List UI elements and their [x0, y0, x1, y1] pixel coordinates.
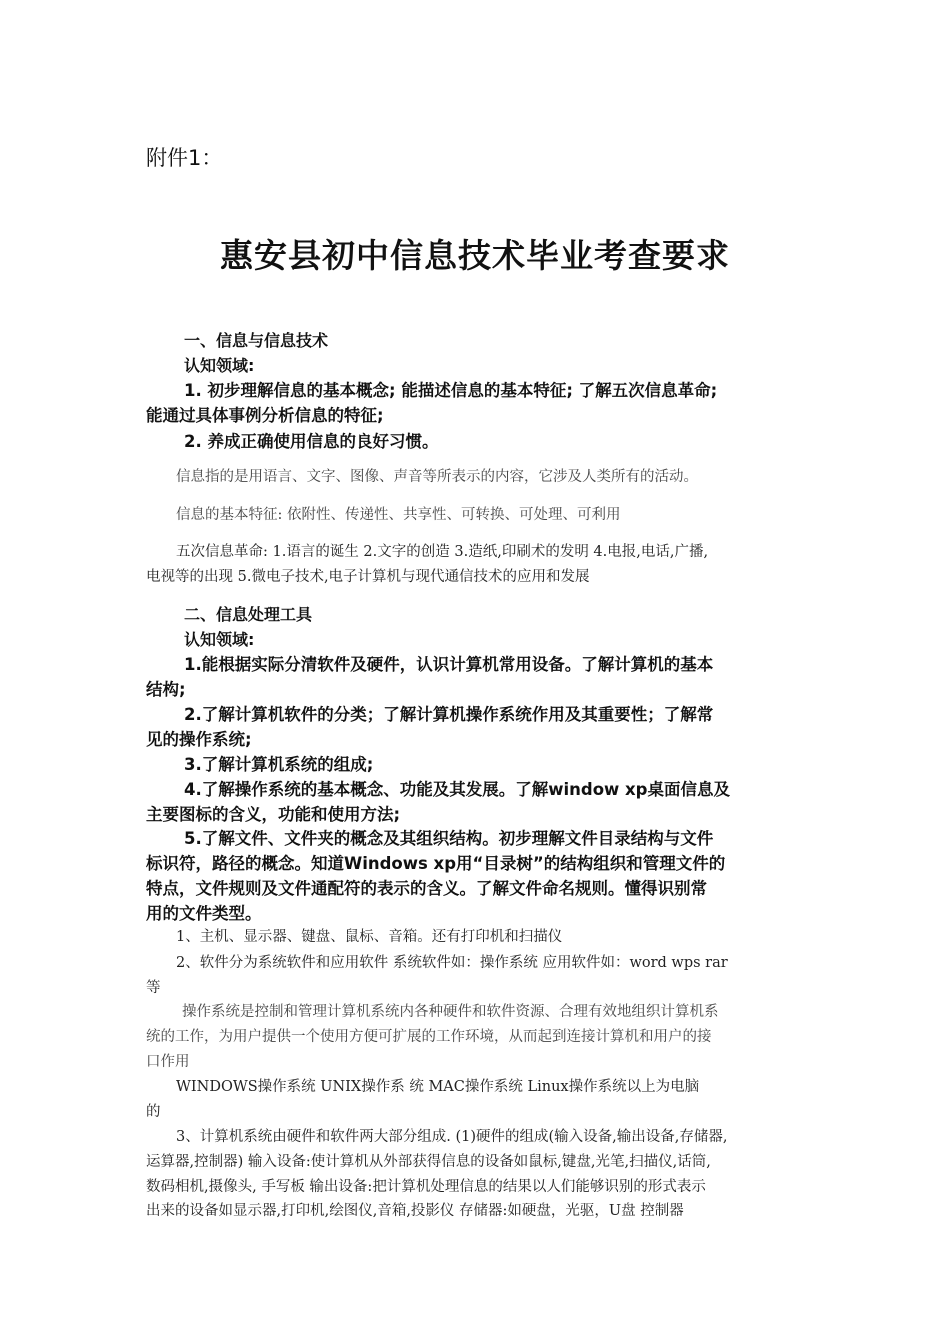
note-system: 3、计算机系统由硬件和软件两大部分组成. (1)硬件的组成(输入设备,输出设备,存储器, — [176, 1129, 728, 1145]
section2-item5: 5.了解文件、文件夹的概念及其组织结构。初步理解文件目录结构与文件 — [184, 829, 714, 848]
info-revolutions: 五次信息革命: 1.语言的诞生 2.文字的创造 3.造纸,印刷术的发明 4.电报,电话,广播, — [176, 544, 709, 560]
note-system-cont1: 运算器,控制器) 输入设备:使计算机从外部获得信息的设备如鼠标,键盘,光笔,扫描仪,话筒, — [146, 1154, 711, 1170]
section2-item5-cont3: 用的文件类型。 — [146, 904, 262, 923]
info-definition: 信息指的是用语言、文字、图像、声音等所表示的内容，它涉及人类所有的活动。 — [176, 469, 698, 485]
note-software-cont: 等 — [146, 980, 161, 996]
os-list: WINDOWS操作系统 UNIX操作系 统 MAC操作系统 Linux操作系统以上为电脑 — [176, 1079, 700, 1095]
os-definition: 操作系统是控制和管理计算机系统内各种硬件和软件资源、合理有效地组织计算机系 — [182, 1004, 719, 1020]
section2-item3: 3.了解计算机系统的组成; — [184, 755, 374, 774]
section2-heading: 二、信息处理工具 — [184, 605, 313, 624]
section2-item1-cont: 结构; — [146, 680, 186, 699]
section1-domain-label: 认知领域: — [184, 356, 255, 375]
note-software: 2、软件分为系统软件和应用软件 系统软件如：操作系统 应用软件如：word wps rar — [176, 955, 728, 971]
section2-item5-cont1: 标识符，路径的概念。知道Windows xp用“目录树”的结构组织和管理文件的 — [146, 854, 726, 873]
os-definition-cont2: 口作用 — [146, 1054, 190, 1070]
section2-item1: 1.能根据实际分清软件及硬件，认识计算机常用设备。了解计算机的基本 — [184, 655, 714, 674]
os-list-cont: 的 — [146, 1104, 161, 1120]
os-definition-cont1: 统的工作，为用户提供一个使用方便可扩展的工作环境，从而起到连接计算机和用户的接 — [146, 1029, 712, 1045]
note-devices: 1、主机、显示器、键盘、鼠标、音箱。还有打印机和扫描仪 — [176, 929, 563, 945]
section1-item2: 2. 养成正确使用信息的良好习惯。 — [184, 432, 439, 451]
section2-item4-cont: 主要图标的含义，功能和使用方法; — [146, 805, 401, 824]
section2-item2-cont: 见的操作系统; — [146, 730, 252, 749]
section1-heading: 一、信息与信息技术 — [184, 331, 329, 350]
section2-domain-label: 认知领域: — [184, 630, 255, 649]
note-system-cont2: 数码相机,摄像头, 手写板 输出设备:把计算机处理信息的结果以人们能够识别的形式表示 — [146, 1179, 706, 1195]
info-features: 信息的基本特征: 依附性、传递性、共享性、可转换、可处理、可利用 — [176, 507, 621, 523]
attachment-label: 附件1： — [146, 146, 223, 170]
section2-item4: 4.了解操作系统的基本概念、功能及其发展。了解window xp桌面信息及 — [184, 780, 730, 799]
section2-item5-cont2: 特点，文件规则及文件通配符的表示的含义。了解文件命名规则。懂得识别常 — [146, 879, 707, 898]
section1-item1: 1. 初步理解信息的基本概念; 能描述信息的基本特征; 了解五次信息革命; — [184, 381, 718, 400]
document-title: 惠安县初中信息技术毕业考查要求 — [220, 236, 730, 275]
section1-item1-cont: 能通过具体事例分析信息的特征; — [146, 406, 384, 425]
info-revolutions-cont: 电视等的出现 5.微电子技术,电子计算机与现代通信技术的应用和发展 — [146, 569, 590, 585]
note-system-cont3: 出来的设备如显示器,打印机,绘图仪,音箱,投影仪 存储器:如硬盘，光驱，U盘 控制器 — [146, 1203, 684, 1219]
section2-item2: 2.了解计算机软件的分类；了解计算机操作系统作用及其重要性；了解常 — [184, 705, 714, 724]
